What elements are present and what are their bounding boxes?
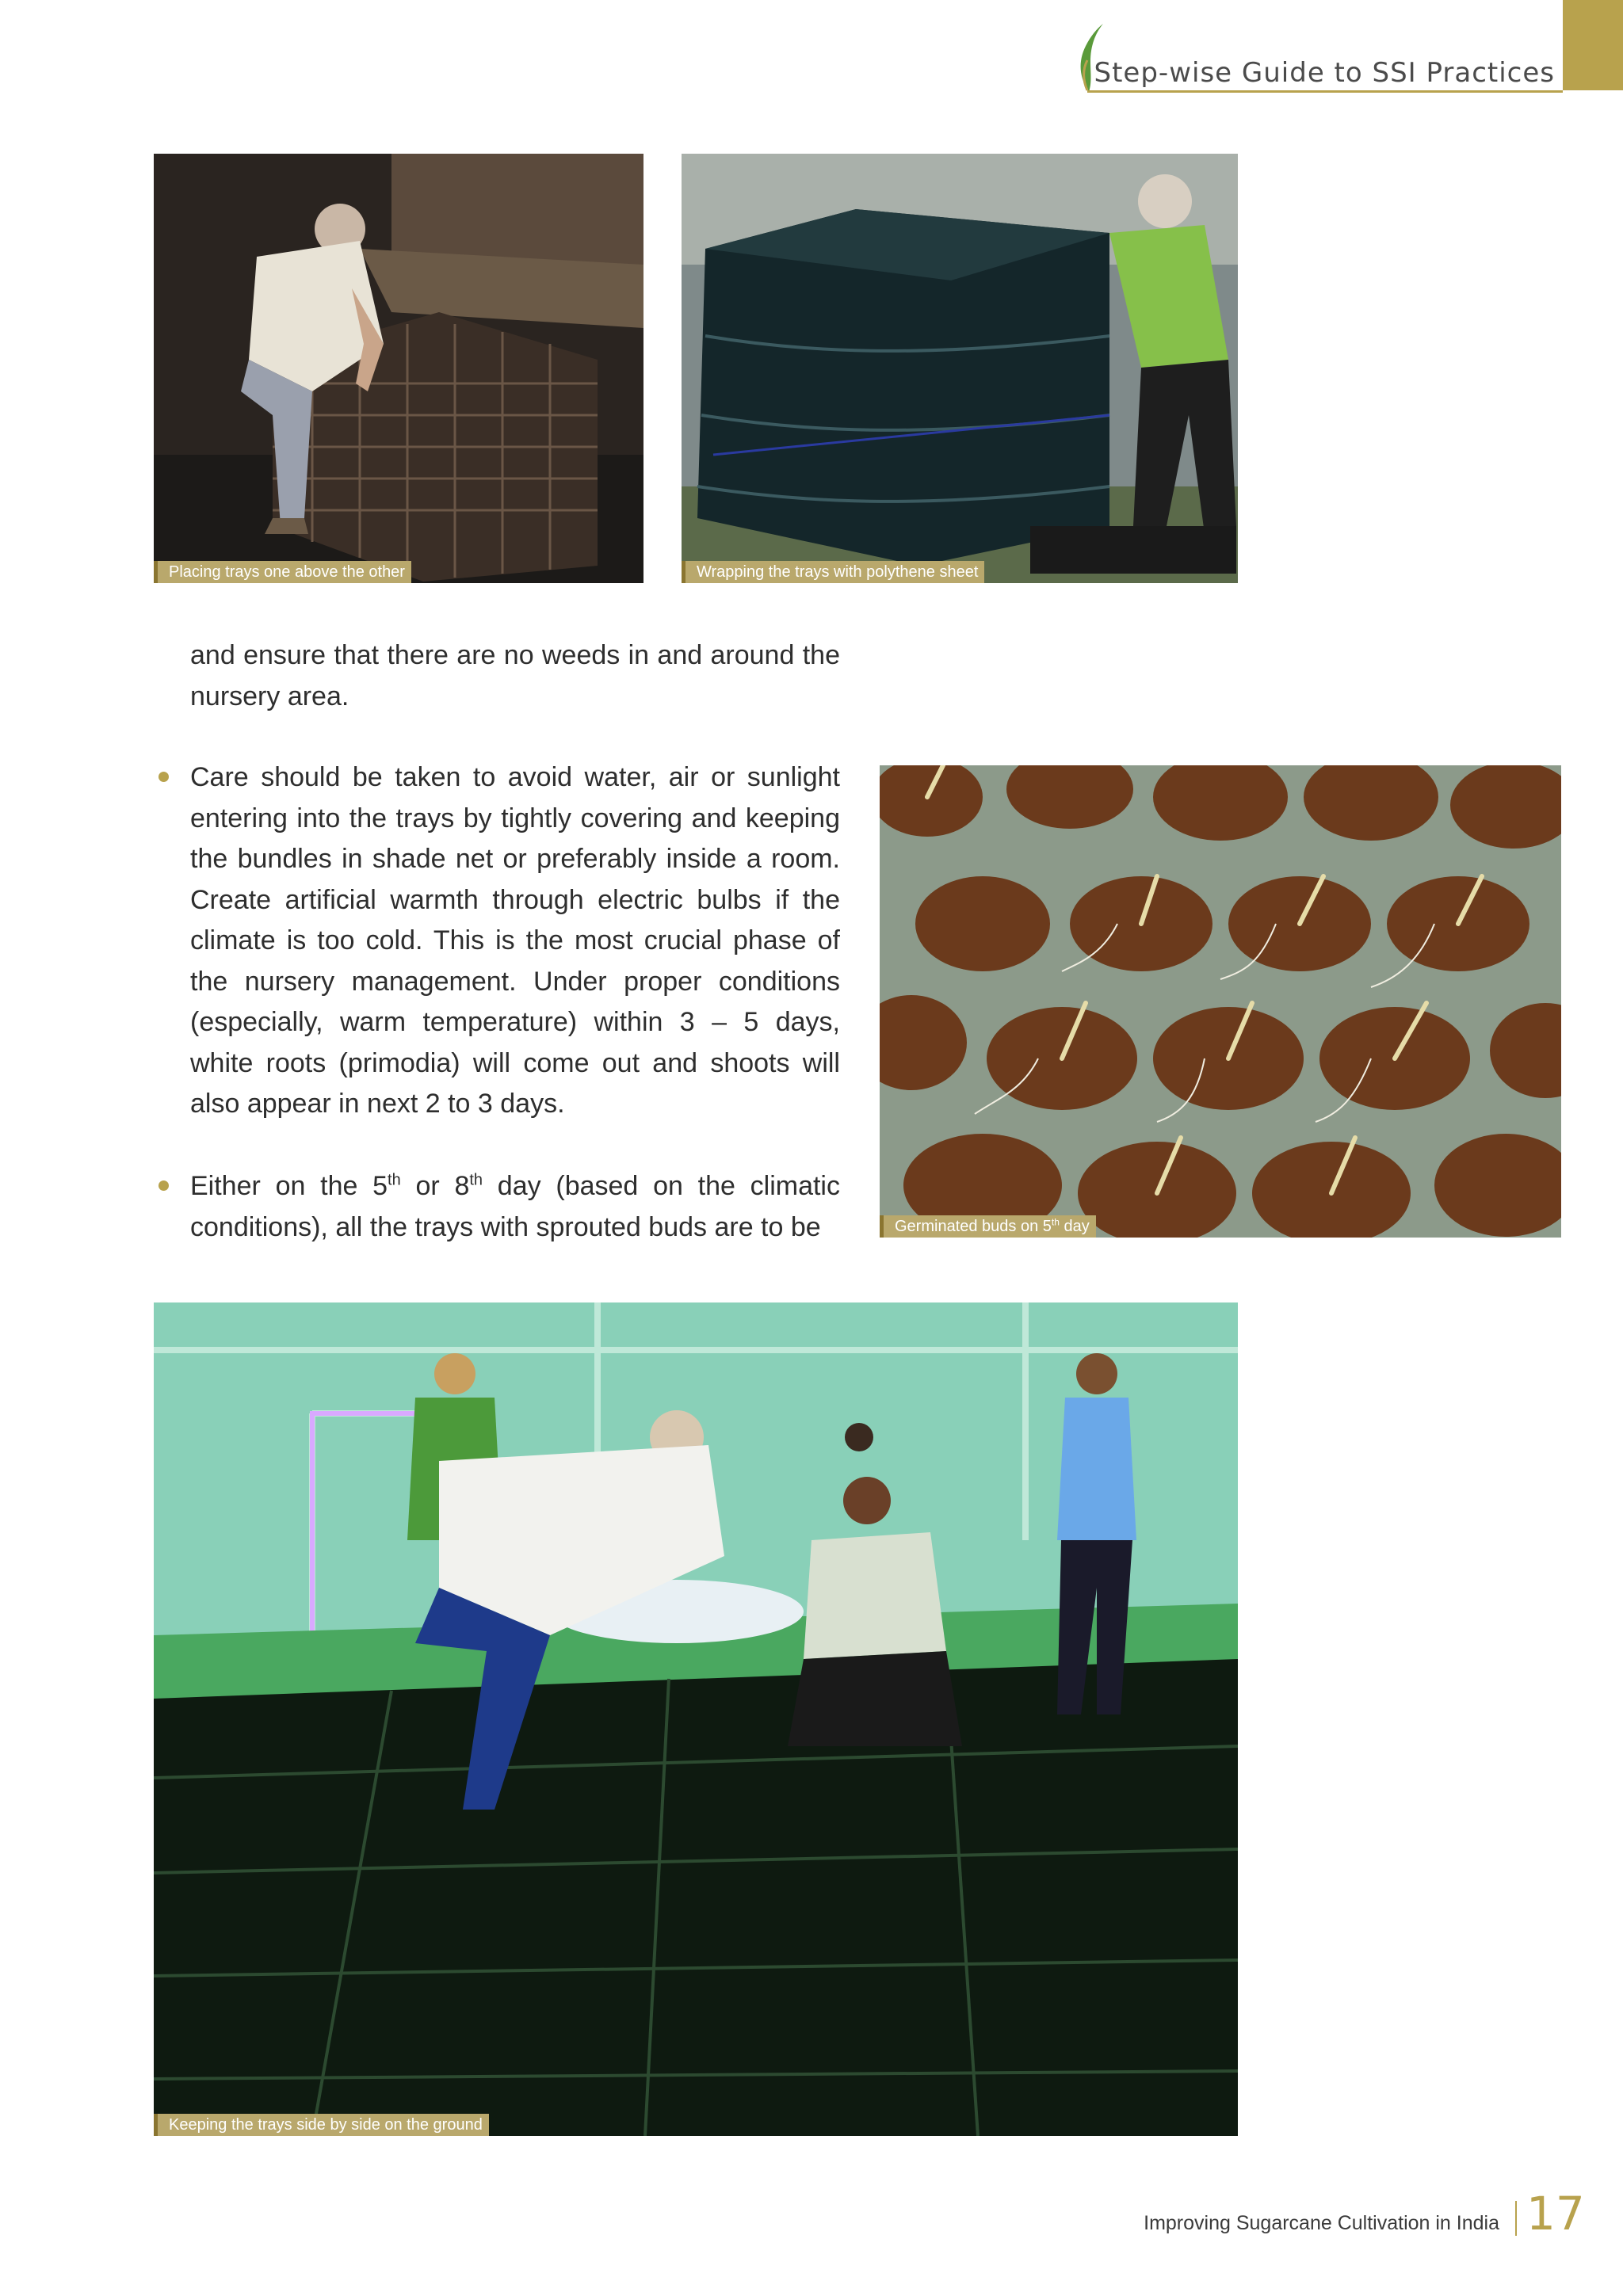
bullet-icon [158, 772, 169, 782]
paragraph-care-trays-text: Care should be taken to avoid water, air or sunlight entering into the trays by tightly covering and keeping the bundles in shade net or preferably inside a room. Create artificial warmth through electric bulbs if the climate is too cold. This is the most crucial phase of the nursery management. Under proper conditions (especially, warm temperature) within 3 – 5 days, white roots (primodia) will come out and shoots will also appear in next 2 to 3 days. [190, 762, 840, 1119]
caption-wrapping-trays: Wrapping the trays with polythene sheet [682, 561, 984, 583]
photo-stacking-trays [154, 154, 643, 583]
footer-separator [1515, 2201, 1517, 2236]
superscript-th: th [469, 1171, 483, 1189]
paragraph-sprouted-buds-text-a: Either on the 5 [190, 1171, 388, 1201]
caption-trays-on-ground: Keeping the trays side by side on the ground [154, 2114, 489, 2136]
paragraph-continuation-text: and ensure that there are no weeds in and around the nursery area. [190, 640, 840, 711]
footer-book-title: Improving Sugarcane Cultivation in India [1144, 2212, 1499, 2234]
paragraph-sprouted-buds [190, 1166, 840, 1248]
caption-germinated-buds-text: Germinated buds on 5 [895, 1218, 1052, 1235]
header-accent-bar [1563, 0, 1623, 90]
superscript-th: th [1051, 1216, 1060, 1228]
photo-germinated-buds [880, 765, 1561, 1238]
header-underline [1087, 90, 1563, 93]
superscript-th: th [388, 1171, 401, 1189]
paragraph-sprouted-buds-text-b: or 8 [400, 1171, 470, 1201]
caption-stacking-trays: Placing trays one above the other [154, 561, 411, 583]
paragraph-sprouted-buds-text-c: day (based on the climatic conditions), all the trays with sprouted buds are to be [190, 1171, 840, 1242]
page-number: 17 [1526, 2187, 1585, 2241]
photo-trays-on-ground [154, 1302, 1238, 2136]
paragraph-continuation [190, 635, 840, 717]
photo-wrapping-trays [682, 154, 1238, 583]
header-title: Step-wise Guide to SSI Practices [1094, 57, 1555, 89]
bullet-icon [158, 1180, 169, 1191]
paragraph-care-trays [190, 757, 840, 1125]
caption-germinated-buds [880, 1215, 1096, 1238]
caption-germinated-buds-end: day [1059, 1218, 1090, 1235]
